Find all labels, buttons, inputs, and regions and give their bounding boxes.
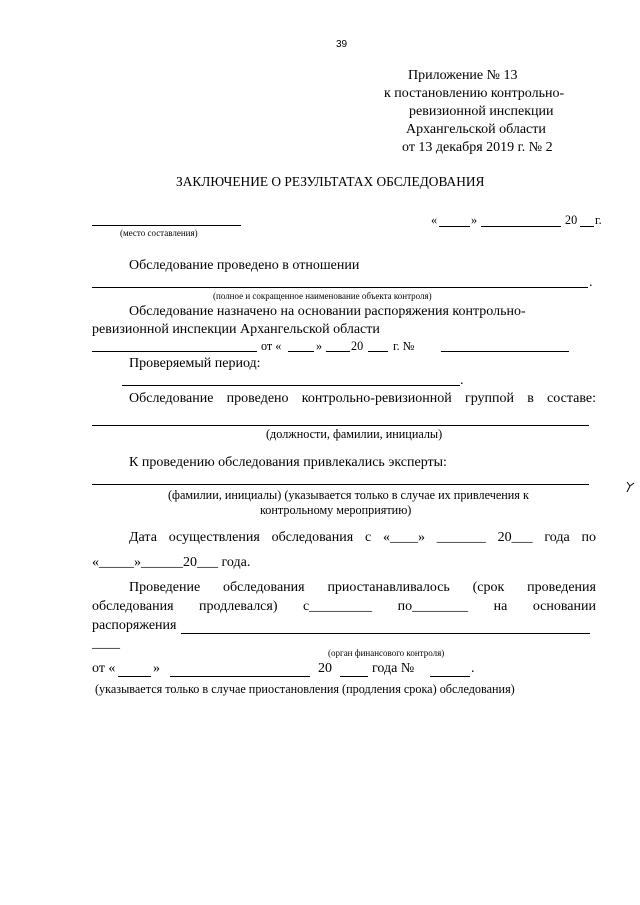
place-caption: (место составления) (120, 228, 198, 238)
suspension-word: по________ (397, 599, 469, 614)
dates-line-2: «_____»______20___ года. (92, 555, 251, 570)
basis-from: от « (261, 339, 282, 353)
object-name-dot: . (589, 275, 593, 290)
dates-word: _______ (436, 530, 486, 545)
appendix-line-5: от 13 декабря 2019 г. № 2 (402, 140, 553, 155)
suspension-quote-close: » (153, 661, 160, 676)
suspension-line-4: ____ (92, 636, 120, 651)
suspension-word: обследования (92, 599, 174, 614)
suspension-word: приостанавливалось (327, 580, 450, 595)
page-number: 39 (336, 39, 348, 50)
suspension-word: проведения (527, 580, 596, 595)
basis-day-line (288, 351, 314, 352)
object-caption: (полное и сокращенное наименование объекта контроля) (213, 291, 432, 301)
suspension-from: от « (92, 661, 116, 676)
suspension-dot: . (471, 661, 475, 676)
date-year-line (580, 226, 594, 227)
suspension-word: основании (532, 599, 596, 614)
org-caption: (орган финансового контроля) (328, 648, 445, 658)
suspension-year-line (340, 676, 368, 677)
dates-word: с (364, 530, 372, 545)
group-caption: (должности, фамилии, инициалы) (266, 427, 443, 441)
group-line-fill (92, 425, 589, 426)
experts-caption-1: (фамилии, инициалы) (указывается только в случае их привлечения к (168, 488, 529, 502)
group-word: контрольно-ревизионной (301, 391, 452, 406)
suspension-word: обследования (223, 580, 305, 595)
suspension-word: на (493, 599, 508, 614)
date-month-line (481, 226, 561, 227)
suspension-number-line (430, 676, 470, 677)
group-word: составе: (547, 391, 596, 406)
basis-org-line (92, 351, 257, 352)
suspension-month-line (170, 676, 310, 677)
margin-mark-icon (624, 480, 636, 494)
date-day-line (439, 226, 470, 227)
in-relation-text: Обследование проведено в отношении (129, 258, 360, 273)
dates-word: года (544, 530, 570, 545)
group-word: группой (464, 391, 515, 406)
basis-year-suffix: г. № (393, 339, 415, 353)
date-year-prefix: 20 (565, 213, 578, 227)
basis-line-2: ревизионной инспекции Архангельской области (92, 322, 380, 337)
date-quote-close: » (471, 213, 478, 227)
dates-word: осуществления (168, 530, 260, 545)
suspension-order-label: распоряжения (92, 618, 177, 633)
group-word: в (527, 391, 534, 406)
place-line (92, 225, 241, 226)
dates-word: «____» (382, 530, 425, 545)
group-word: проведено (226, 391, 289, 406)
suspension-order-line (181, 633, 590, 634)
suspension-year-prefix: 20 (318, 661, 332, 676)
suspension-year-suffix: года № (372, 661, 415, 676)
suspension-note: (указывается только в случае приостановления (продления срока) обследования) (95, 682, 515, 696)
page-title: ЗАКЛЮЧЕНИЕ О РЕЗУЛЬТАТАХ ОБСЛЕДОВАНИЯ (176, 174, 485, 189)
basis-line-1: Обследование назначено на основании распоряжения контрольно- (129, 304, 526, 319)
group-line (129, 392, 596, 406)
object-name-line (92, 287, 588, 288)
dates-word: Дата (129, 530, 157, 545)
period-text: Проверяемый период: (129, 356, 261, 371)
suspension-day-line (118, 676, 151, 677)
basis-year-prefix: 20 (351, 339, 364, 353)
suspension-word: (срок (472, 580, 505, 595)
suspension-word: с_________ (302, 599, 373, 614)
experts-line (92, 484, 589, 485)
period-line (122, 385, 460, 386)
period-dot: . (460, 373, 464, 388)
dates-word: по (581, 530, 596, 545)
date-quote-open: « (431, 213, 438, 227)
basis-quote-close: » (316, 339, 323, 353)
experts-text: К проведению обследования привлекались эксперты: (129, 455, 447, 470)
dates-line-1 (129, 531, 596, 545)
experts-caption-2: контрольному мероприятию) (260, 503, 412, 517)
suspension-word: Проведение (129, 580, 201, 595)
appendix-line-2: к постановлению контрольно- (384, 86, 565, 101)
basis-year-line (368, 351, 388, 352)
dates-word: 20___ (497, 530, 533, 545)
suspension-line-2 (92, 600, 596, 614)
appendix-line-4: Архангельской области (406, 122, 546, 137)
group-word: Обследование (129, 391, 214, 406)
appendix-line-1: Приложение № 13 (408, 68, 518, 83)
suspension-line-1 (129, 581, 596, 595)
basis-month-line (326, 351, 350, 352)
dates-word: обследования (271, 530, 354, 545)
suspension-word: продлевался) (199, 599, 278, 614)
basis-number-line (441, 351, 569, 352)
appendix-line-3: ревизионной инспекции (409, 104, 554, 119)
date-year-suffix: г. (595, 213, 602, 227)
